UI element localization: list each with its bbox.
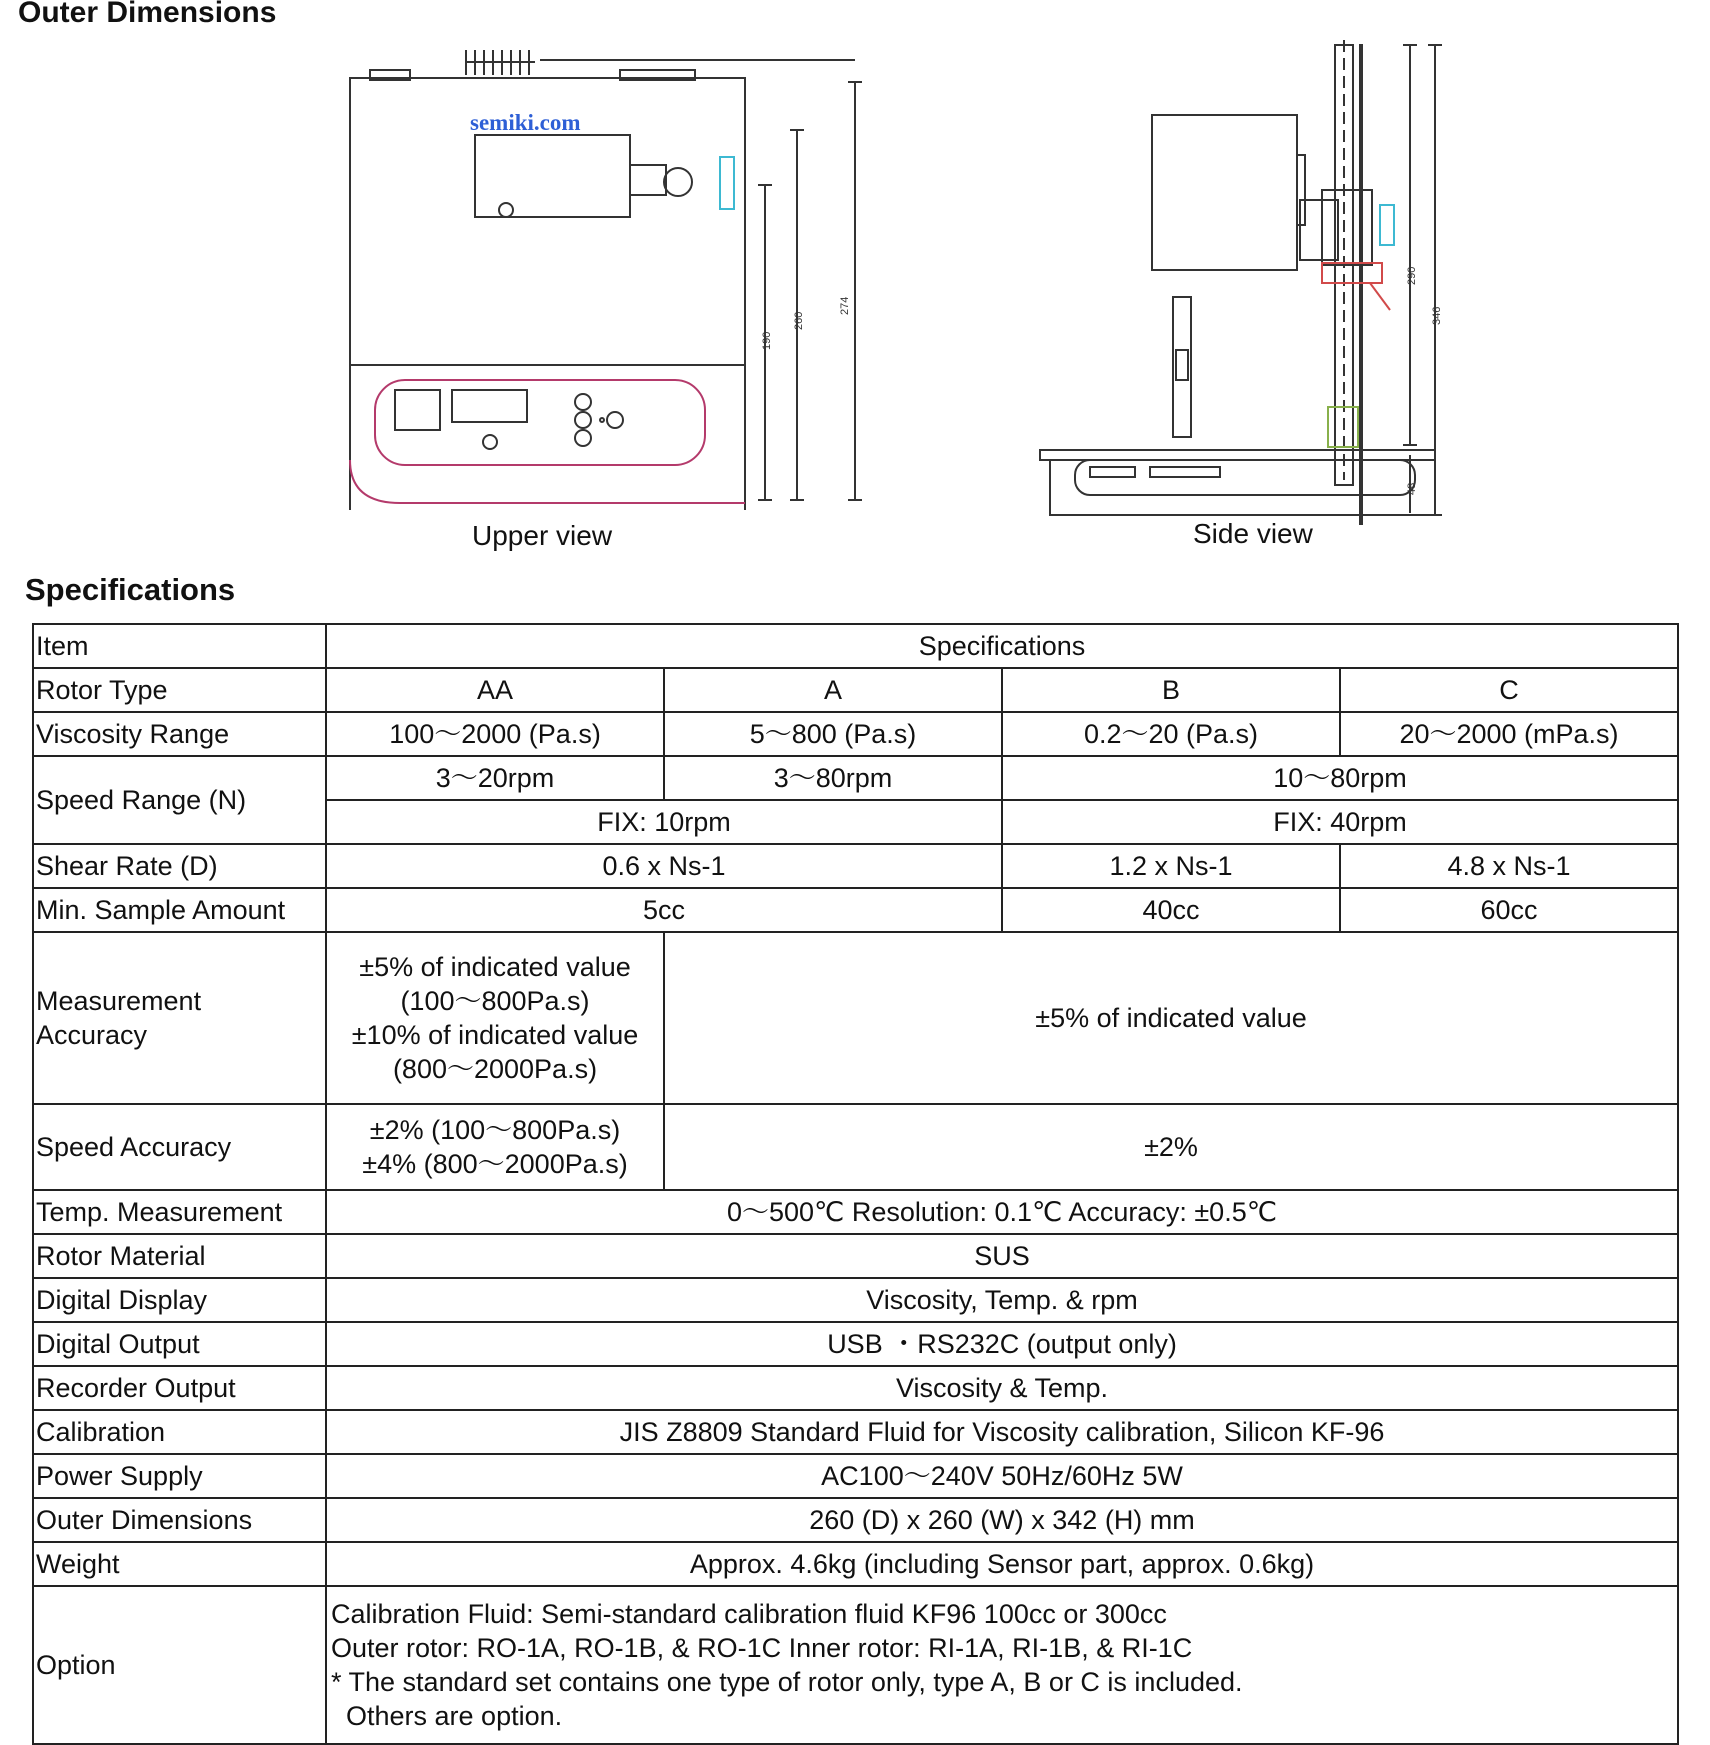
row-label: Temp. Measurement xyxy=(33,1190,326,1234)
table-row xyxy=(33,932,1678,1104)
dim-290: 290 xyxy=(1406,266,1418,285)
table-row xyxy=(33,1454,1678,1498)
side-view-body xyxy=(1040,40,1435,525)
table-row xyxy=(33,624,1678,668)
dim-274: 274 xyxy=(839,296,851,315)
cell-line: Outer rotor: RO-1A, RO-1B, & RO-1C Inner rotor: RI-1A, RI-1B, & RI-1C xyxy=(331,1633,1193,1663)
table-row xyxy=(33,1104,1678,1190)
table-cell: 100～2000 (Pa.s) xyxy=(326,712,664,756)
table-row xyxy=(33,1234,1678,1278)
dim-48: 48 xyxy=(1406,482,1418,495)
row-label: Weight xyxy=(33,1542,326,1586)
watermark: semiki.com xyxy=(470,110,581,135)
upper-view-drawing xyxy=(330,40,890,510)
table-cell: Specifications xyxy=(326,624,1678,668)
table-cell: 0～500℃ Resolution: 0.1℃ Accuracy: ±0.5℃ xyxy=(326,1190,1678,1234)
table-cell: 4.8 x Ns-1 xyxy=(1340,844,1678,888)
table-cell: 0.6 x Ns-1 xyxy=(326,844,1002,888)
table-cell: 260 (D) x 260 (W) x 342 (H) mm xyxy=(326,1498,1678,1542)
table-row xyxy=(33,1366,1678,1410)
table-cell: Viscosity & Temp. xyxy=(326,1366,1678,1410)
cell-line: (800～2000Pa.s) xyxy=(392,1054,598,1084)
upper-view-dimension-lines xyxy=(350,60,862,510)
table-row xyxy=(33,844,1678,888)
table-cell: 1.2 x Ns-1 xyxy=(1002,844,1340,888)
row-label-line: Accuracy xyxy=(36,1020,148,1050)
table-cell: B xyxy=(1002,668,1340,712)
table-cell: FIX: 10rpm xyxy=(326,800,1002,844)
table-cell xyxy=(326,1104,664,1190)
table-cell: AC100～240V 50Hz/60Hz 5W xyxy=(326,1454,1678,1498)
table-row xyxy=(33,1586,1678,1744)
table-cell: 10～80rpm xyxy=(1002,756,1678,800)
table-row xyxy=(33,1498,1678,1542)
row-label: Power Supply xyxy=(33,1454,326,1498)
cell-line: ±5% of indicated value xyxy=(359,952,631,982)
dim-190: 190 xyxy=(761,331,773,350)
row-label: Option xyxy=(33,1586,326,1744)
row-label: Outer Dimensions xyxy=(33,1498,326,1542)
upper-view-caption: Upper view xyxy=(472,520,613,551)
row-label: Rotor Material xyxy=(33,1234,326,1278)
table-row xyxy=(33,1542,1678,1586)
table-row xyxy=(33,756,1678,800)
table-cell: 5cc xyxy=(326,888,1002,932)
row-label xyxy=(33,932,326,1104)
cell-line: * The standard set contains one type of rotor only, type A, B or C is included. xyxy=(331,1667,1243,1697)
table-cell xyxy=(326,1586,1678,1744)
table-cell: A xyxy=(664,668,1002,712)
outer-dimensions-heading: Outer Dimensions xyxy=(18,0,277,29)
row-label: Speed Accuracy xyxy=(33,1104,326,1190)
table-cell: C xyxy=(1340,668,1678,712)
table-cell: ±5% of indicated value xyxy=(664,932,1678,1104)
cell-line: (100～800Pa.s) xyxy=(400,986,590,1016)
cell-line: Calibration Fluid: Semi-standard calibration fluid KF96 100cc or 300cc xyxy=(331,1599,1167,1629)
table-row xyxy=(33,1410,1678,1454)
table-cell: 5～800 (Pa.s) xyxy=(664,712,1002,756)
row-label: Speed Range (N) xyxy=(33,756,326,844)
dim-346: 346 xyxy=(1431,306,1443,325)
row-label: Digital Display xyxy=(33,1278,326,1322)
row-label-line: Measurement xyxy=(36,986,202,1016)
table-cell: SUS xyxy=(326,1234,1678,1278)
row-label: Digital Output xyxy=(33,1322,326,1366)
cell-line: Others are option. xyxy=(331,1701,563,1731)
table-cell: 60cc xyxy=(1340,888,1678,932)
row-label: Item xyxy=(33,624,326,668)
table-row xyxy=(33,1278,1678,1322)
cell-line: ±10% of indicated value xyxy=(351,1020,639,1050)
table-row xyxy=(33,888,1678,932)
specifications-heading: Specifications xyxy=(25,572,236,607)
table-cell: JIS Z8809 Standard Fluid for Viscosity calibration, Silicon KF-96 xyxy=(326,1410,1678,1454)
table-row xyxy=(33,712,1678,756)
specifications-table xyxy=(32,623,1679,1745)
row-label: Shear Rate (D) xyxy=(33,844,326,888)
side-view-caption: Side view xyxy=(1193,518,1313,549)
table-cell: AA xyxy=(326,668,664,712)
table-row xyxy=(33,1322,1678,1366)
row-label: Viscosity Range xyxy=(33,712,326,756)
row-label: Rotor Type xyxy=(33,668,326,712)
table-cell: 0.2～20 (Pa.s) xyxy=(1002,712,1340,756)
row-label: Recorder Output xyxy=(33,1366,326,1410)
row-label: Min. Sample Amount xyxy=(33,888,326,932)
table-cell: USB ・RS232C (output only) xyxy=(326,1322,1678,1366)
cell-line: ±4% (800～2000Pa.s) xyxy=(362,1149,628,1179)
side-view-drawing xyxy=(1030,35,1470,525)
table-cell: 40cc xyxy=(1002,888,1340,932)
row-label: Calibration xyxy=(33,1410,326,1454)
cell-line: ±2% (100～800Pa.s) xyxy=(369,1115,621,1145)
dim-260-side: 260 xyxy=(793,311,805,330)
table-cell: ±2% xyxy=(664,1104,1678,1190)
table-row xyxy=(33,1190,1678,1234)
table-cell: FIX: 40rpm xyxy=(1002,800,1678,844)
table-cell: Approx. 4.6kg (including Sensor part, approx. 0.6kg) xyxy=(326,1542,1678,1586)
table-cell: 3～20rpm xyxy=(326,756,664,800)
table-cell xyxy=(326,932,664,1104)
table-cell: 20～2000 (mPa.s) xyxy=(1340,712,1678,756)
table-row xyxy=(33,668,1678,712)
table-cell: Viscosity, Temp. & rpm xyxy=(326,1278,1678,1322)
table-cell: 3～80rpm xyxy=(664,756,1002,800)
